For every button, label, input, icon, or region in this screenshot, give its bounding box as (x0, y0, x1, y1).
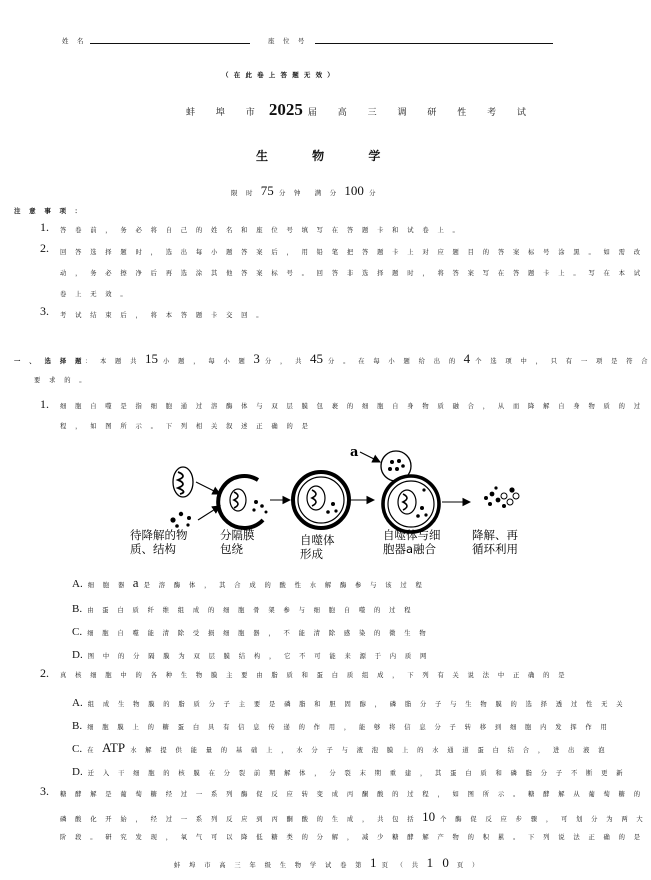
q1-option-a[interactable] (72, 572, 425, 591)
notes-heading: 注 意 事 项 ： (14, 207, 85, 215)
section-1-text-d: 分 。 在 每 小 题 给 出 的 (328, 358, 459, 365)
option-letter: B. (72, 603, 83, 615)
figure-label-1: 待降解的物 质、结构 (130, 528, 188, 556)
q1-stem-line2: 程 ， 如 图 所 示 。 下 列 相 关 叙 述 正 确 的 是 (60, 423, 312, 430)
option-letter: C. (72, 626, 83, 638)
option-letter: D. (72, 766, 83, 778)
section-1-count: 15 (144, 351, 158, 366)
seat-label: 座 位 号 (268, 37, 308, 45)
time-value: 75 (260, 183, 274, 198)
seat-field-line[interactable] (315, 43, 553, 44)
option-text: 在 (87, 747, 97, 754)
q1-option-c[interactable] (72, 620, 429, 639)
section-1-line2: 要 求 的 。 (34, 377, 89, 384)
autolysosome-icon (383, 476, 439, 532)
time-unit: 分 钟 (278, 189, 304, 197)
section-1-option-count: 4 (463, 351, 471, 366)
q2-option-d[interactable] (72, 760, 626, 779)
title-suffix: 届 高 三 调 研 性 考 试 (307, 108, 535, 118)
note-1-text: 答 卷 前 ， 务 必 将 自 己 的 姓 名 和 座 位 号 填 写 在 答 题 卡 和 试 卷 上 。 (60, 227, 463, 234)
q3-stem-line3: 阶 段 。 研 究 发 现 ， 氧 气 可 以 降 低 糖 类 的 分 解 ， 减 少 糖 酵 解 产 物 的 积 累 。 下 列 说 法 正 确 的 是 (60, 834, 644, 841)
q3-step-count: 10 (422, 809, 436, 824)
exam-year: 2025 (268, 100, 303, 119)
section-1-text-c: 分 ， 共 (264, 358, 305, 365)
option-atp: ATP (101, 740, 126, 755)
section-1-points-each: 3 (253, 351, 260, 366)
name-label: 姓 名 (62, 37, 87, 45)
q1-stem-line1: 细 胞 自 噬 是 指 细 胞 通 过 溶 酶 体 与 双 层 膜 包 裹 的 细 胞 自 身 物 质 融 合 ， 从 而 降 解 自 身 物 质 的 过 (60, 403, 644, 410)
figure-label-2: 分隔膜 包绕 (220, 528, 255, 556)
note-2-text-line2: 动 ， 务 必 擦 净 后 再 选 涂 其 他 答 案 标 号 。 回 答 非 选 择 题 时 ， 将 答 案 写 在 答 题 卡 上 。 写 在 本 试 (60, 270, 644, 277)
q2-option-a[interactable] (72, 691, 626, 710)
page-footer (174, 852, 482, 871)
note-2-text-line1: 回 答 选 择 题 时 ， 选 出 每 小 题 答 案 后 ， 用 铅 笔 把 答 题 卡 上 对 应 题 目 的 答 案 标 号 涂 黑 。 如 需 改 (60, 249, 644, 256)
score-unit: 分 (368, 189, 379, 197)
option-text-rest: 水 解 提 供 能 量 的 基 础 上 ， 水 分 子 与 液 泡 膜 上 的 水 通 道 蛋 白 结 合 ， 进 出 液 泡 (130, 747, 608, 754)
option-text: 细 胞 自 噬 能 清 除 受 损 细 胞 器 ， 不 能 清 除 感 染 的 微 生 物 (87, 630, 430, 637)
q1-option-d[interactable] (72, 643, 430, 662)
option-text: 组 成 生 物 膜 的 脂 质 分 子 主 要 是 磷 脂 和 胆 固 醇 ， 磷 脂 分 子 与 生 物 膜 的 选 择 透 过 性 无 关 (87, 701, 626, 708)
footer-text: 蚌 埠 市 高 三 年 级 生 物 学 试 卷 第 (174, 862, 365, 869)
option-text: 迁 入 干 细 胞 的 核 膜 在 分 裂 前 期 解 体 ， 分 裂 末 期 重 建 ， 其 蛋 白 质 和 磷 脂 分 子 不 断 更 新 (87, 770, 626, 777)
q3-stem-line2 (60, 806, 646, 825)
section-1-text-a: ： 本 题 共 (84, 358, 140, 365)
footer-text-mid: 页 （ 共 (381, 862, 422, 869)
q1-option-b[interactable] (72, 597, 414, 616)
time-prefix: 限 时 (231, 189, 256, 197)
note-3-number: 3. (40, 304, 49, 318)
q2-stem: 真 核 细 胞 中 的 各 种 生 物 膜 主 要 由 脂 质 和 蛋 白 质 组 成 ， 下 列 有 关 说 法 中 正 确 的 是 (60, 672, 568, 679)
section-1-intro (14, 348, 651, 367)
note-3-text: 考 试 结 束 后 ， 将 本 答 题 卡 交 回 。 (60, 312, 266, 319)
section-1-text-e: 个 选 项 中 ， 只 有 一 项 是 符 合 (475, 358, 651, 365)
q3-number: 3. (40, 784, 49, 798)
no-answer-notice: （在此卷上答题无效） (222, 71, 339, 79)
autophagy-figure (128, 440, 540, 564)
q1-number: 1. (40, 397, 49, 411)
q3-stem-line1: 糖 酵 解 是 葡 萄 糖 经 过 一 系 列 酶 促 反 应 转 变 成 丙 酮 酸 的 过 程 ， 如 图 所 示 。 糖 酵 解 从 葡 萄 糖 的 (60, 791, 644, 798)
title-prefix: 蚌 埠 市 (186, 108, 264, 118)
q2-number: 2. (40, 666, 49, 680)
footer-text-end: 页 ） (456, 862, 482, 869)
section-1-label: 一 、 选 择 题 (14, 358, 85, 365)
option-text: 细 胞 膜 上 的 糖 蛋 白 具 有 信 息 传 递 的 作 用 ， 能 够 将 信 息 分 子 转 移 到 细 胞 内 发 挥 作 用 (87, 724, 611, 731)
note-2-number: 2. (40, 241, 49, 255)
score-prefix: 满 分 (314, 189, 340, 197)
exam-title (186, 100, 535, 120)
option-letter: C. (72, 743, 83, 755)
degraded-products-icon (484, 486, 519, 508)
time-score-line (231, 180, 379, 199)
figure-label-4: 自噬体与细 胞器a融合 (383, 528, 441, 556)
option-text: 由 蛋 白 质 纤 维 组 成 的 细 胞 骨 架 参 与 细 胞 自 噬 的 过 程 (87, 607, 414, 614)
footer-page-number: 1 (369, 855, 377, 870)
name-field-line[interactable] (90, 43, 250, 44)
organelle-a-label: a (350, 445, 359, 460)
subject-title: 生 物 学 (256, 149, 401, 163)
autophagosome-icon (293, 472, 349, 528)
option-text: 图 中 的 分 隔 膜 为 双 层 膜 结 构 ， 它 不 可 能 来 源 于 内 质 网 (87, 653, 430, 660)
option-letter: A. (72, 697, 83, 709)
option-letter: B. (72, 720, 83, 732)
section-1-text-b: 小 题 ， 每 小 题 (163, 358, 249, 365)
organelle-to-degrade-icon (173, 467, 193, 497)
section-1-total: 45 (309, 351, 323, 366)
q2-option-c[interactable] (72, 737, 608, 756)
q3-line2-rest: 个 酶 促 反 应 步 骤 ， 可 划 分 为 两 大 (440, 816, 647, 823)
q2-option-b[interactable] (72, 714, 610, 733)
option-text-rest: 是 溶 酶 体 ， 其 合 成 的 酸 性 水 解 酶 参 与 该 过 程 (143, 582, 426, 589)
option-letter: A. (72, 578, 83, 590)
option-organelle-a: a (132, 575, 139, 590)
score-value: 100 (344, 183, 364, 198)
option-text: 细 胞 器 (87, 582, 128, 589)
q3-line2-text: 磷 酸 化 开 始 ， 经 过 一 系 列 反 应 到 丙 酮 酸 的 生 成 ， 共 包 括 (60, 816, 417, 823)
footer-total-pages: 1 0 (426, 855, 452, 870)
figure-label-5: 降解、再 循环利用 (472, 528, 518, 556)
note-1-number: 1. (40, 220, 49, 234)
isolation-membrane-icon (218, 476, 267, 528)
figure-label-3: 自噬体 形成 (300, 533, 335, 561)
option-letter: D. (72, 649, 83, 661)
note-2-text-line3: 卷 上 无 效 。 (60, 291, 131, 298)
